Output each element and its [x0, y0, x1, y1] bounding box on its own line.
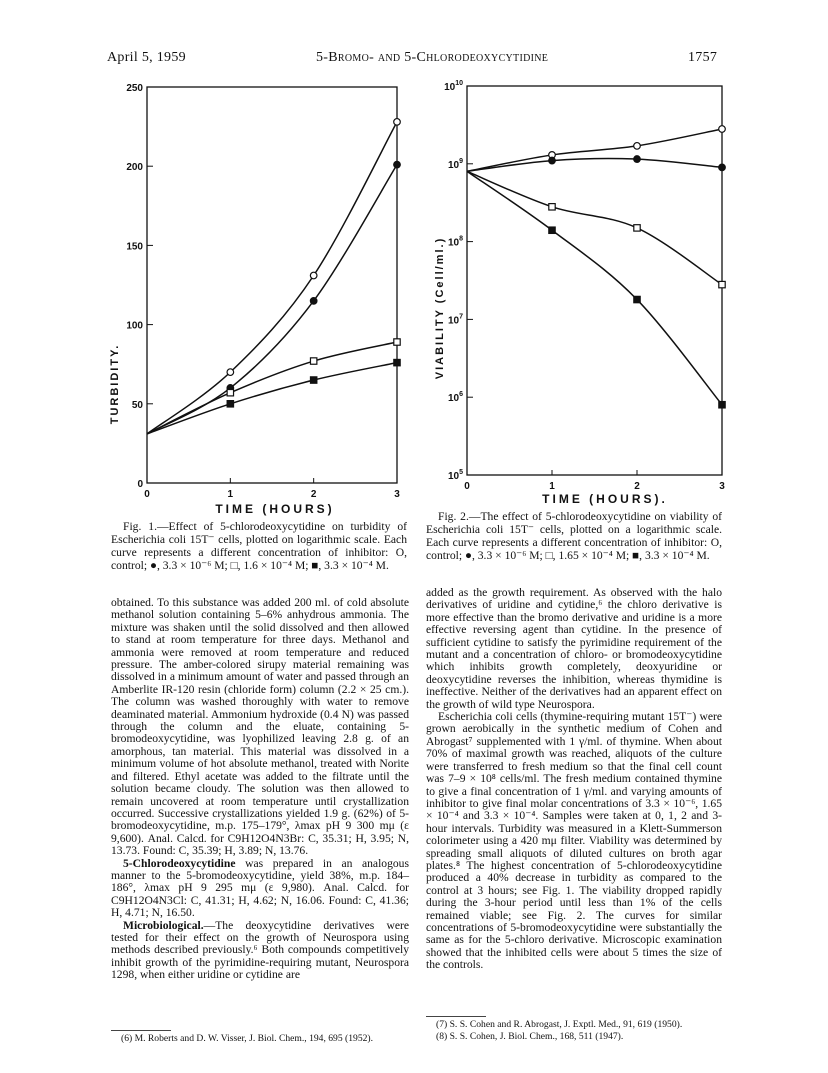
fig1-series-line-filled-circle — [147, 165, 397, 434]
fig1-series-line-open-circle — [147, 122, 397, 434]
fig2-y-tick-label: $10^9$ — [447, 157, 463, 171]
fig2-filled-circle-marker — [549, 157, 556, 164]
fig2-caption: Fig. 2.—The effect of 5-chlorodeoxycytidine on viability of Escherichia coli 15T⁻ cells, plotted on a logarithmic scale. Each curve represents a different concentration of inhibitor: O, control; ●, 3.3 × 10⁻⁶ M; □, 1.65 × 10⁻⁴ M; ■, 3.3 × 10⁻⁴ M. — [426, 510, 722, 562]
fig2-series-line-filled-circle — [467, 159, 722, 172]
fig1-filled-circle-marker — [394, 161, 401, 168]
left-paragraph-3-text: —The deoxycytidine derivatives were tested for their effect on the growth of Neurospora using methods described previously.⁶ Both compounds competitively inhibit growth of the pyrimidine-requiring mutant, Neurospora 1298, when either uridine or cytidine are — [111, 918, 409, 982]
fig2-ylabel: VIABILITY (Cell/ml.) — [434, 236, 446, 380]
fig2-plot-frame — [467, 86, 722, 475]
left-paragraph-2-text: was prepared in an analogous manner to the 5-bromodeoxycytidine, yield 38%, m.p. 184–186°, λmax pH 9 295 mμ (ε 9,980). Anal. Calcd. for C9H12O4N3Cl: C, 41.31; H, 4.62; N, 16.06. Found: C, 41.36; H, 4.71; N, 16.50. — [111, 856, 409, 920]
fig1-open-square-marker — [394, 339, 400, 345]
fig2-y-tick-label: $10^8$ — [447, 235, 463, 249]
fig1-open-circle-marker — [227, 369, 234, 376]
fig1-open-circle-marker — [394, 119, 401, 126]
fig1-x-tick-label: 0 — [144, 489, 150, 500]
fig2-open-circle-marker — [634, 143, 641, 150]
fig2-open-square-marker — [719, 281, 725, 287]
left-footnotes — [111, 1033, 409, 1045]
fig2-y-tick-label: $10^5$ — [447, 469, 463, 482]
fig1-filled-circle-marker — [310, 298, 317, 305]
fig2-series-line-open-circle — [467, 129, 722, 171]
fig2-x-tick-label: 0 — [464, 481, 470, 492]
figure-1-chart — [100, 78, 420, 518]
fig2-y-tick-label: $10^6$ — [447, 391, 463, 405]
fig1-xlabel: TIME (HOURS) — [215, 502, 335, 516]
fig1-y-tick-label: 100 — [126, 320, 143, 332]
fig1-open-square-marker — [227, 390, 233, 396]
header-page-number: 1757 — [688, 50, 718, 65]
left-paragraph-2 — [111, 858, 409, 920]
fig1-x-tick-label: 1 — [227, 489, 234, 500]
fig1-ylabel: TURBIDITY. — [109, 343, 121, 425]
subhead-chlorodeoxycytidine: 5-Chlorodeoxycytidine — [123, 856, 236, 870]
fig1-y-tick-label: 200 — [126, 162, 143, 174]
fig2-filled-circle-marker — [719, 164, 726, 171]
fig2-xlabel: TIME (HOURS). — [542, 492, 668, 506]
left-column — [111, 597, 409, 982]
fig1-plot-frame — [147, 87, 397, 483]
fig1-x-tick-label: 2 — [310, 489, 317, 500]
figure-2-chart — [425, 78, 745, 508]
fig2-filled-circle-marker — [634, 156, 641, 163]
fig2-filled-square-marker — [719, 402, 725, 408]
left-paragraph-3 — [111, 920, 409, 982]
fig2-x-tick-label: 2 — [634, 481, 640, 492]
fig2-open-square-marker — [549, 204, 555, 210]
fig2-x-tick-label: 3 — [719, 481, 725, 492]
fig2-open-circle-marker — [719, 126, 726, 133]
right-column — [426, 587, 722, 972]
fig2-filled-square-marker — [634, 296, 640, 302]
fig2-x-tick-label: 1 — [549, 481, 555, 492]
fig1-y-tick-label: 0 — [137, 479, 143, 490]
right-paragraph-2: Escherichia coli cells (thymine-requiring mutant 15T⁻) were grown aerobically in the synthetic medium of Cohen and Abrogast⁷ supplemented with 1 γ/ml. of thymine. When about 70% of maximal growth was reached, aliquots of the culture were transferred to fresh medium so that the final cell count was 7–9 × 10⁸ cells/ml. The fresh medium contained thymine to give a final concentration of 1 γ/ml. and varying amounts of inhibitor to give final molar concentrations of 3.3 × 10⁻⁶, 1.65 × 10⁻⁴ and 3.3 × 10⁻⁴. Samples were taken at 0, 1, 2 and 3-hour intervals. Turbidity was measured in a Klett-Summerson colorimeter using a 420 mμ filter. Viability was determined by spreading small aliquots of diluted cultures on broth agar plates.⁸ The highest concentration of 5-chlorodeoxycytidine produced a 40% decrease in turbidity as compared to the control at 3 hours; see Fig. 1. The viability dropped rapidly during the 3-hour period until less than 1% of the cells remained viable; see Fig. 2. The curves for similar concentrations of 5-bromodeoxycytidine were substantially the same as for the 5-chloro derivative. Microscopic examination showed that the inhibited cells were about 5 times the size of the controls. — [426, 710, 722, 972]
fig1-filled-square-marker — [310, 377, 316, 383]
header-title: 5-Bromo- and 5-Chlorodeoxycytidine — [316, 50, 549, 65]
fig1-open-circle-marker — [310, 272, 317, 279]
fig1-y-tick-label: 250 — [126, 83, 143, 94]
fig2-y-tick-label: $10^7$ — [447, 313, 463, 327]
fig1-y-tick-label: 50 — [131, 399, 143, 411]
fig2-open-square-marker — [634, 225, 640, 231]
fig1-open-square-marker — [310, 358, 316, 364]
left-footnote-rule — [111, 1030, 171, 1031]
fig2-series-line-open-square — [467, 171, 722, 284]
right-footnotes — [426, 1019, 722, 1043]
fig2-y-tick-label: $10^{10}$ — [444, 80, 463, 93]
footnote-8: (8) S. S. Cohen, J. Biol. Chem., 168, 511 (1947). — [436, 1031, 624, 1042]
fig2-series-line-filled-square — [467, 171, 722, 404]
fig1-filled-square-marker — [227, 401, 233, 407]
fig1-y-tick-label: 150 — [126, 241, 143, 253]
fig2-filled-square-marker — [549, 227, 555, 233]
footnote-6: (6) M. Roberts and D. W. Visser, J. Biol. Chem., 194, 695 (1952). — [121, 1033, 374, 1044]
footnote-7: (7) S. S. Cohen and R. Abrogast, J. Exptl. Med., 91, 619 (1950). — [436, 1019, 683, 1030]
subhead-microbiological: Microbiological. — [123, 918, 204, 932]
header-date: April 5, 1959 — [107, 50, 186, 65]
right-paragraph-1: added as the growth requirement. As observed with the halo derivatives of uridine and cytidine,⁶ the chloro derivative is more effective than the bromo derivative and uridine is a more effective reversing agent than cytidine. In the presence of sufficient cytidine to satisfy the pyrimidine requirement of the mutant and a concentration of chloro- or bromodeoxycytidine which inhibits growth completely, deoxyuridine or deoxycytidine reverses the inhibition, whereas thymidine is ineffective. Neither of the derivatives had an apparent effect on the growth of wild type Neurospora. — [426, 586, 722, 711]
right-footnote-rule — [426, 1016, 486, 1017]
left-paragraph-1: obtained. To this substance was added 200 ml. of cold absolute methanol solution containing 5–6% anhydrous ammonia. The mixture was shaken until the solid dissolved and then allowed to stand at room temperature for three days. Methanol and ammonia were removed at room temperature and reduced pressure. The amber-colored sirupy material remaining was dissolved in a minimum amount of water and passed through an Amberlite IR-120 resin (chloride form) column (2.2 × 25 cm.). The column was washed thoroughly with water to remove deaminated material. Ammonium hydroxide (0.4 N) was passed through the column and the eluate, containing 5-bromodeoxycytidine, was lyophilized leaving 2.8 g. of an amorphous, tan material. This material was dissolved in a minimum volume of hot absolute methanol, treated with Norite and filtered. Ethyl acetate was added to the filtrate until the solution became cloudy. The solution was then allowed to remain uncovered at room temperature until crystallization occurred. Successive crystallizations yielded 1.9 g. (62%) of 5-bromodeoxycytidine, m.p. 175–179°, λmax pH 9 300 mμ (ε 9,600). Anal. Calcd. for C9H12O4N3Br: C, 35.31; H, 3.95; N, 13.73. Found: C, 35.39; H, 3.89; N, 13.76. — [111, 596, 409, 858]
fig1-filled-square-marker — [394, 359, 400, 365]
fig1-x-tick-label: 3 — [394, 489, 400, 500]
fig1-caption: Fig. 1.—Effect of 5-chlorodeoxycytidine on turbidity of Escherichia coli 15T⁻ cells, plotted on logarithmic scale. Each curve represents a different concentration of inhibitor: O, control; ●, 3.3 × 10⁻⁶ M; □, 1.6 × 10⁻⁴ M; ■, 3.3 × 10⁻⁴ M. — [111, 520, 407, 572]
fig1-series-line-filled-square — [147, 363, 397, 434]
